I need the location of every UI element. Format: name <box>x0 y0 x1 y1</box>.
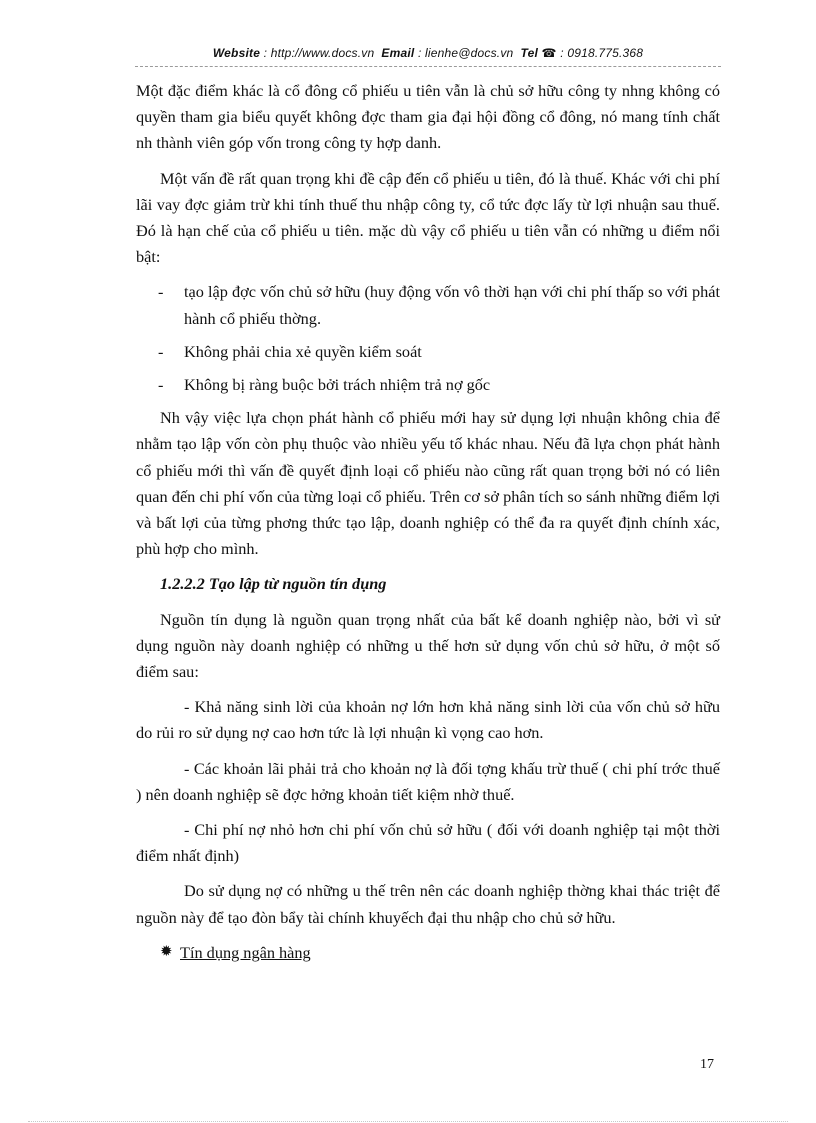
bullet-text: Không bị ràng buộc bởi trách nhiệm trả nợ gốc <box>184 375 491 395</box>
bullet-dash: - <box>158 282 164 302</box>
bullet-text: Không phải chia xẻ quyền kiểm soát <box>184 341 422 361</box>
header-divider <box>135 66 721 67</box>
tel-label: Tel <box>520 46 538 60</box>
paragraph-6: - Các khoản lãi phải trả cho khoản nợ là đối tợng khấu trừ thuế ( chi phí trớc thuế ) nên doanh nghiệp sẽ đợc hởng khoản tiết kiệm nhờ thuế. <box>136 758 720 804</box>
phone-icon: ☎ <box>541 46 557 60</box>
bullet-item-1 <box>136 279 720 331</box>
page-body <box>136 78 720 966</box>
section-heading: 1.2.2.2 Tạo lập từ nguồn tín dụng <box>160 574 387 594</box>
paragraph-2: Một vấn đề rất quan trọng khi đề cập đến cổ phiếu u tiên, đó là thuế. Khác với chi phí lãi vay đợc giảm trừ khi tính thuế thu nhập công ty, cổ tức đợc lấy từ lợi nhuận sau thuế. Đó là hạn chế của cổ phiếu u tiên. mặc dù vậy cổ phiếu u tiên vẫn có những u điểm nổi bật: <box>136 168 720 267</box>
bullet-item-2 <box>136 339 720 365</box>
bullet-item-3 <box>136 372 720 398</box>
paragraph-8: Do sử dụng nợ có những u thế trên nên các doanh nghiệp thờng khai thác triệt để nguồn này để tạo đòn bẩy tài chính khuyếch đại thu nhập cho chủ sở hữu. <box>136 881 720 927</box>
paragraph-4: Nguồn tín dụng là nguồn quan trọng nhất của bất kể doanh nghiệp nào, bởi vì sử dụng nguồn này doanh nghiệp có những u thế hơn sử dụng vốn chủ sở hữu, ở một số điểm sau: <box>136 609 720 682</box>
subsection-heading <box>160 940 720 966</box>
bullet-dash: - <box>158 341 164 361</box>
bullet-dash: - <box>158 375 164 395</box>
paragraph-7: - Chi phí nợ nhỏ hơn chi phí vốn chủ sở hữu ( đối với doanh nghiệp tại một thời điểm nhất định) <box>136 820 720 866</box>
email-label: Email <box>381 46 415 60</box>
footer-divider <box>28 1121 788 1122</box>
page-header <box>135 46 721 60</box>
website-value: : http://www.docs.vn <box>263 46 375 60</box>
tel-value: : 0918.775.368 <box>560 46 644 60</box>
page-number: 17 <box>700 1057 714 1072</box>
paragraph-5: - Khả năng sinh lời của khoản nợ lớn hơn khả năng sinh lời của vốn chủ sở hữu do rủi ro sử dụng nợ cao hơn tức là lợi nhuận kì vọng cao hơn. <box>136 697 720 743</box>
bullet-text: tạo lập đợc vốn chủ sở hữu (huy động vốn vô thời hạn với chi phí thấp so với phát hành cổ phiếu thờng. <box>184 282 720 328</box>
paragraph-3: Nh vậy việc lựa chọn phát hành cổ phiếu mới hay sử dụng lợi nhuận không chia để nhằm tạo lập vốn còn phụ thuộc vào nhiều yếu tố khác nhau. Nếu đã lựa chọn phát hành cổ phiếu mới thì vấn đề quyết định loại cổ phiếu nào cũng rất quan trọng bởi nó có liên quan đến chi phí vốn của từng loại cổ phiếu. Trên cơ sở phân tích so sánh những điểm lợi và bất lợi của từng phơng thức tạo lập, doanh nghiệp có thể đa ra quyết định chính xác, phù hợp cho mình. <box>136 408 720 559</box>
website-label: Website <box>212 46 261 60</box>
subsection-title: Tín dụng ngân hàng <box>180 942 311 962</box>
paragraph-1: Một đặc điểm khác là cổ đông cổ phiếu u tiên vẫn là chủ sở hữu công ty nhng không có quyền tham gia biểu quyết không đợc tham gia đại hội đồng cổ đông, nó mang tính chất nh thành viên góp vốn trong công ty hợp danh. <box>136 81 720 153</box>
asterisk-icon: ✹ <box>160 944 173 961</box>
email-value: : lienhe@docs.vn <box>417 46 514 60</box>
